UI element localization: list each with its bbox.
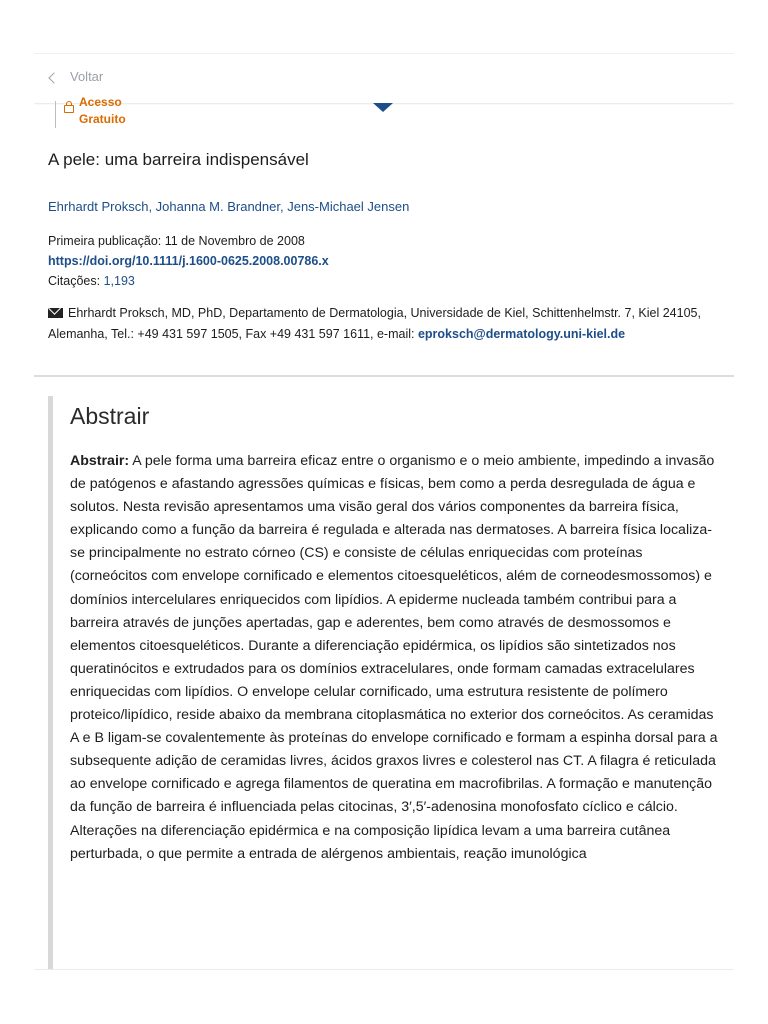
- back-label: Voltar: [70, 69, 104, 84]
- article-title: A pele: uma barreira indispensável: [48, 150, 309, 169]
- expand-triangle-icon[interactable]: [373, 103, 393, 112]
- correspondence: [48, 303, 708, 345]
- first-publication: Primeira publicação: 11 de Novembro de 2008: [48, 234, 305, 248]
- abstract-lead: Abstrair:: [70, 453, 130, 469]
- author-link[interactable]: Ehrhardt Proksch: [48, 199, 149, 214]
- citations-label: Citações:: [48, 274, 101, 288]
- badge-line1: Acesso: [79, 95, 122, 109]
- abstract-text: A pele forma uma barreira eficaz entre o organismo e o meio ambiente, impedindo a invasão de patógenos e afastando agressões químicas e físicas, bem como a perda desregulada de água e solutos. Nesta revisão apresentamos uma visão geral dos vários componentes da barreira física, explicando como a função da barreira é regulada e alterada nas dermatoses. A barreira física localiza-se principalmente no estrato córneo (CS) e consiste de células enriquecidas com proteínas (corneócitos com envelope cornificado e elementos citoesqueléticos, além de corneodesmossomos) e domínios intercelulares enriquecidos com lipídios. A epiderme nucleada também contribui para a barreira através de junções apertadas, gap e aderentes, bem como através de desmossomos e elementos citoesqueléticos. Durante a diferenciação epidérmica, os lipídios são sintetizados nos queratinócitos e extrudados para os domínios extracelulares, onde formam camadas extracelulares enriquecidas com lipídios. O envelope celular cornificado, uma estrutura resistente de polímero proteico/lipídico, reside abaixo da membrana citoplasmática no exterior dos corneócitos. As ceramidas A e B ligam-se covalentemente às proteínas do envelope cornificado e formam a espinha dorsal para a subsequente adição de ceramidas livres, ácidos graxos livres e colesterol nas CT. A filagra é reticulada ao envelope cornificado e agrega filamentos de queratina em macrofibrilas. A formação e manutenção da função de barreira é influenciada pelas citocinas, 3′,5′-adenosina monofosfato cíclico e cálcio. Alterações na diferenciação epidérmica e na composição lipídica levam a uma barreira cutânea perturbada, o que permite a entrada de alérgenos ambientais, reação imunológica: [70, 453, 718, 862]
- badge-line2: Gratuito: [79, 112, 126, 126]
- abstract-heading: Abstrair: [70, 403, 150, 429]
- section-divider: [34, 375, 734, 377]
- citations: [48, 271, 329, 291]
- author-link[interactable]: Jens-Michael Jensen: [287, 199, 410, 214]
- badge-divider: [55, 101, 56, 128]
- chevron-left-icon: [48, 72, 59, 83]
- citations-link[interactable]: 1,193: [103, 274, 135, 288]
- author-link[interactable]: Johanna M. Brandner: [155, 199, 280, 214]
- top-divider: [34, 53, 734, 54]
- author-list: Ehrhardt Proksch, Johanna M. Brandner, Jens-Michael Jensen: [48, 199, 410, 214]
- publication-meta: [48, 231, 329, 291]
- abstract-body: [70, 450, 718, 918]
- back-link[interactable]: [50, 69, 103, 84]
- bottom-divider: [34, 969, 734, 970]
- envelope-icon: [48, 308, 63, 318]
- correspondence-text: Ehrhardt Proksch, MD, PhD, Departamento de Dermatologia, Universidade de Kiel, Schittenhelmstr. 7, Kiel 24105, Alemanha, Tel.: +49 431 597 1505, Fax +49 431 597 1611, e-mail:: [48, 306, 701, 341]
- doi-link[interactable]: https://doi.org/10.1111/j.1600-0625.2008.00786.x: [48, 254, 329, 268]
- lock-open-icon: [64, 105, 74, 113]
- email-link[interactable]: eproksch@dermatology.uni-kiel.de: [417, 327, 626, 341]
